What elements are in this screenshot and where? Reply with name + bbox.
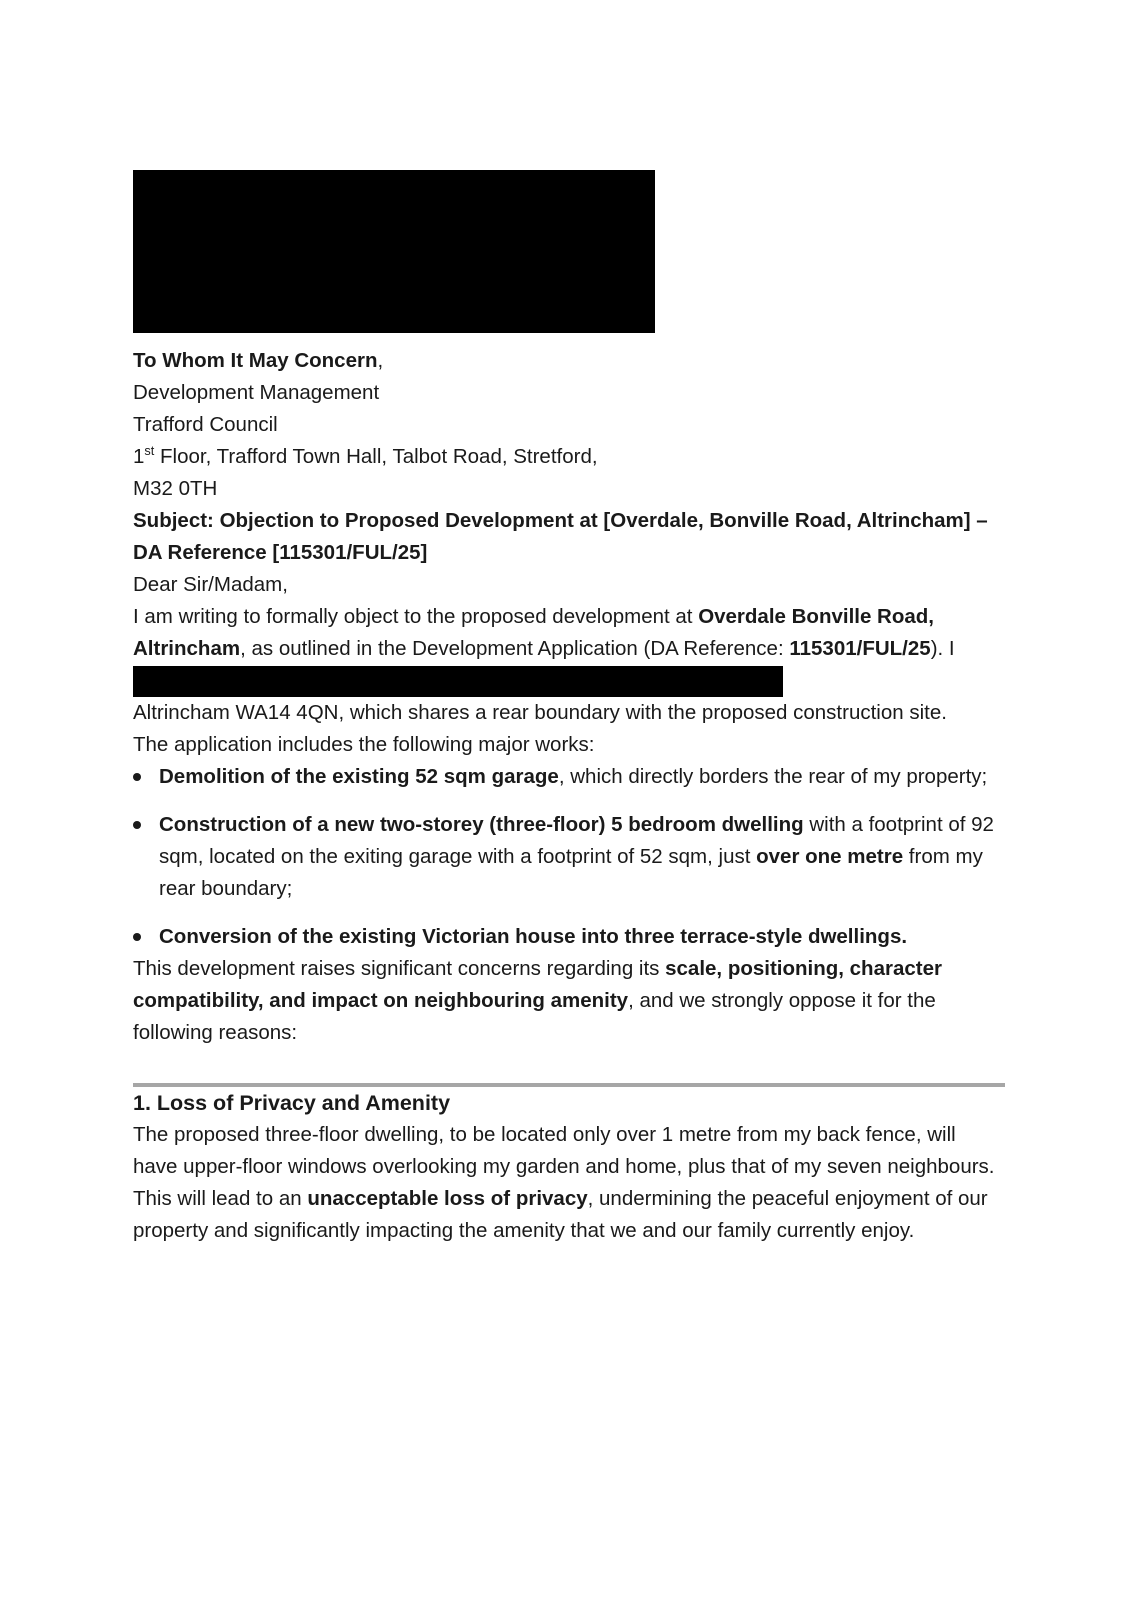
redacted-sender-address-block [133, 170, 655, 333]
recipient-line-street: 1st Floor, Trafford Town Hall, Talbot Road, Stretford, [133, 443, 598, 468]
intro-continuation: Altrincham WA14 4QN, which shares a rear boundary with the proposed construction site. [133, 701, 947, 724]
list-item-demolition: Demolition of the existing 52 sqm garage, which directly borders the rear of my property; [133, 761, 1005, 793]
recipient-line-postcode: M32 0TH [133, 477, 218, 500]
recipient-line-to-whom: To Whom It May Concern, [133, 349, 384, 372]
recipient-line-department: Development Management [133, 381, 380, 404]
major-works-list [133, 761, 1005, 953]
section-1-body-paragraph: The proposed three-floor dwelling, to be located only over 1 metre from my back fence, will have upper-floor windows overlooking my garden and home, plus that of my seven neighbours. This will lead to an unacceptable loss of privacy, undermining the peaceful enjoyment of our property and significantly impacting the amenity that we and our family currently enjoy. [133, 1123, 995, 1242]
redacted-objector-address [133, 666, 783, 697]
list-item-construction: Construction of a new two-storey (three-floor) 5 bedroom dwelling with a footprint of 92 sqm, located on the exiting garage with a footprint of 52 sqm, just over one metre from my rear boundary; [133, 809, 1005, 905]
intro-paragraph: I am writing to formally object to the proposed development at Overdale Bonville Road, Altrincham, as outlined in the Development Application (DA Reference: 115301/FUL/25). I [133, 605, 955, 660]
subject-line: Subject: Objection to Proposed Development at [Overdale, Bonville Road, Altrincham] – DA Reference [115301/FUL/25] [133, 509, 988, 564]
list-item-conversion: Conversion of the existing Victorian house into three terrace-style dwellings. [133, 921, 1005, 953]
works-intro-paragraph: The application includes the following major works: [133, 733, 595, 756]
section-1-heading: 1. Loss of Privacy and Amenity [133, 1091, 451, 1115]
recipient-line-council: Trafford Council [133, 413, 278, 436]
salutation: Dear Sir/Madam, [133, 573, 288, 596]
recipient-address-block [133, 345, 1005, 505]
concerns-paragraph: This development raises significant concerns regarding its scale, positioning, character compatibility, and impact on neighbouring amenity, and we strongly oppose it for the following reasons: [133, 957, 942, 1044]
